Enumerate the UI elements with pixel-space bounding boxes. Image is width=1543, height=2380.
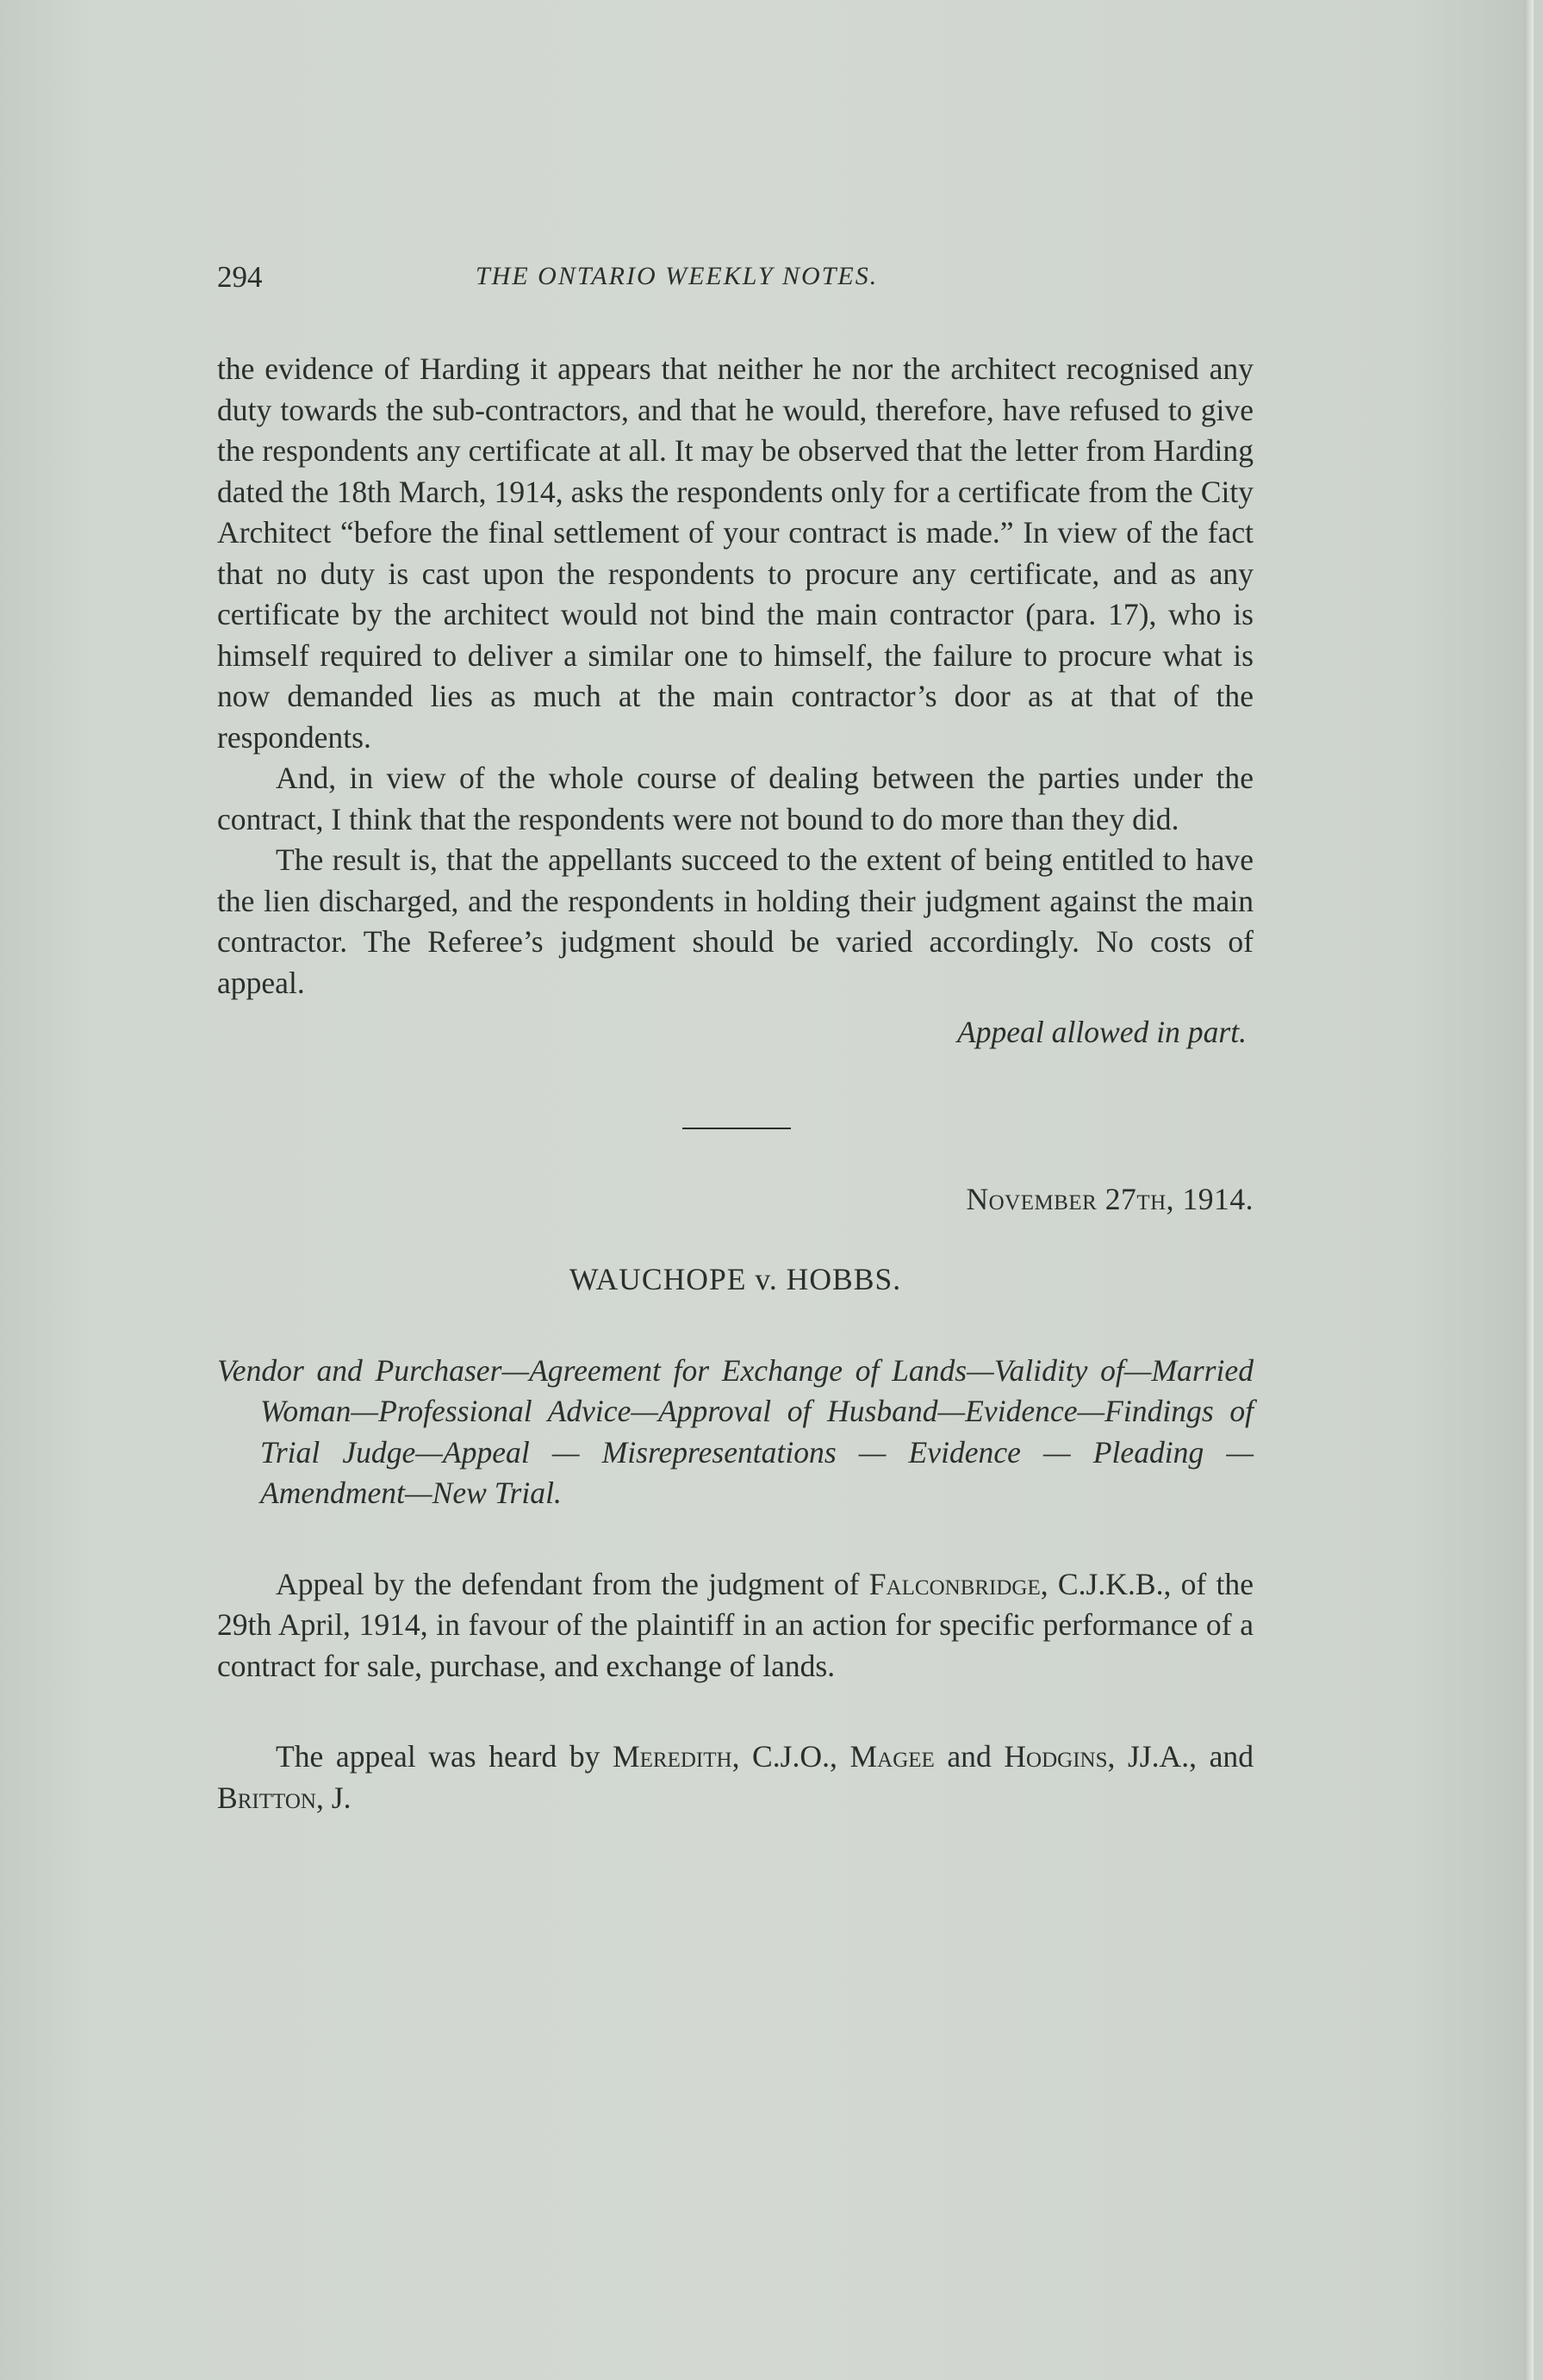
heard-paragraph (217, 1737, 1254, 1818)
headnote: Vendor and Purchaser—Agreement for Exchange of Lands—Validity of—Married Woman—Professional Advice—Approval of Husband—Evidence—Findings of Trial Judge—Appeal — Misrepresentations — Evidence — Pleading — Amendment—New Trial. (217, 1352, 1254, 1510)
disposition: Appeal allowed in part. (957, 1015, 1247, 1049)
appeal-paragraph (217, 1564, 1254, 1687)
heard-text-1: The appeal was heard by (276, 1739, 613, 1774)
judge-4: Britton (217, 1780, 316, 1815)
heard-text-4: , JJ.A., and (1107, 1739, 1254, 1774)
heard-text-2: , C.J.O., (731, 1739, 850, 1774)
heard-text-5: , J. (315, 1780, 352, 1815)
judge-2: Magee (849, 1739, 935, 1774)
body-text (217, 349, 1254, 1818)
running-title: THE ONTARIO WEEKLY NOTES. (476, 262, 879, 290)
heard-text-3: and (934, 1739, 1005, 1774)
paragraph-3: The result is, that the appellants succeed to the extent of being entitled to have the lien discharged, and the respondents in holding their judgment against the main contractor. The Referee’s judgment should be varied accordingly. No costs of appeal. (217, 842, 1254, 1000)
paragraph-2: And, in view of the whole course of dealing between the parties under the contract, I think that the respondents were not bound to do more than they did. (217, 761, 1254, 836)
judge-name: Falconbridge (868, 1566, 1041, 1601)
page-edge (1524, 0, 1534, 2380)
judge-3: Hodgins (1004, 1739, 1108, 1774)
case-date: November 27th, 1914. (966, 1181, 1254, 1216)
case-title: WAUCHOPE v. HOBBS. (569, 1262, 902, 1296)
section-divider (682, 1128, 791, 1129)
appeal-text-1: Appeal by the defendant from the judgment of (276, 1566, 869, 1601)
page-number: 294 (217, 260, 263, 294)
page-header (217, 260, 1251, 312)
judge-1: Meredith (613, 1739, 732, 1774)
paragraph-1: the evidence of Harding it appears that neither he nor the architect recognised any duty towards the sub-contractors, and that he would, therefore, have refused to give the respondents any certificate at all. It may be observed that the letter from Harding dated the 18th March, 1914, asks the respondents only for a certificate from the City Architect “before the final settlement of your contract is made.” In view of the fact that no duty is cast upon the respondents to procure any certificate, and as any certificate by the architect would not bind the main contractor (para. 17), who is himself required to deliver a similar one to himself, the failure to procure what is now demanded lies as much at the main contractor’s door as at that of the respondents. (217, 351, 1254, 755)
appeal-text-2: , C.J.K.B., of the 29th April, 1914, in favour of the plaintiff in an action for specific performance of a contract for sale, purchase, and exchange of lands. (217, 1566, 1254, 1683)
